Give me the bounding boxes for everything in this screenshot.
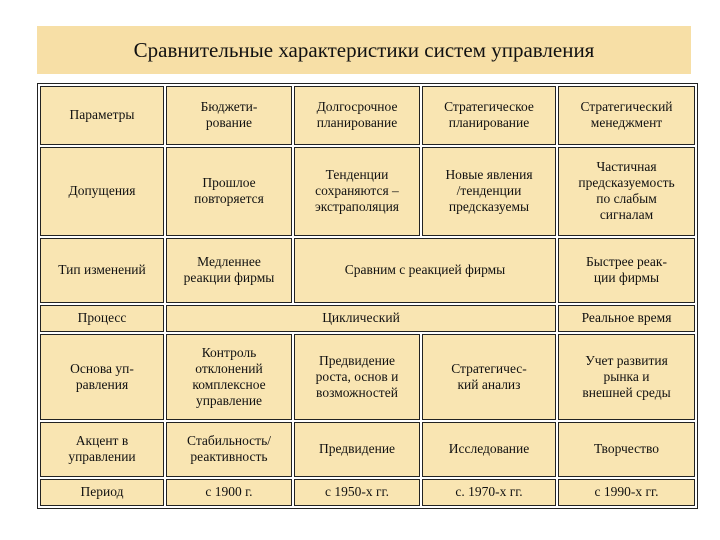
header-strategic-management: Стратегический менеджмент [558,86,695,145]
row-label-period: Период [40,479,164,506]
row-label-basis: Основа уп- равления [40,334,164,420]
cell-basis-budgeting: Контроль отклонений комплексное управление [166,334,292,420]
cell-assumptions-budgeting: Прошлое повторяется [166,147,292,236]
cell-process-cyclic: Циклический [166,305,556,332]
row-label-assumptions: Допущения [40,147,164,236]
header-budgeting: Бюджети- рование [166,86,292,145]
row-label-change-type: Тип изменений [40,238,164,303]
row-label-process: Процесс [40,305,164,332]
cell-period-strategic-planning: с. 1970-х гг. [422,479,556,506]
cell-assumptions-strategic-planning: Новые явления /тенденции предсказуемы [422,147,556,236]
cell-basis-long-term: Предвидение роста, основ и возможностей [294,334,420,420]
table-row-process [40,305,695,332]
cell-change-type-planning: Сравним с реакцией фирмы [294,238,556,303]
cell-change-type-budgeting: Медленнее реакции фирмы [166,238,292,303]
comparison-table [37,83,698,509]
cell-change-type-strategic-management: Быстрее реак- ции фирмы [558,238,695,303]
cell-process-real-time: Реальное время [558,305,695,332]
cell-period-budgeting: с 1900 г. [166,479,292,506]
cell-basis-strategic-planning: Стратегичес- кий анализ [422,334,556,420]
cell-basis-strategic-management: Учет развития рынка и внешней среды [558,334,695,420]
table-row-basis [40,334,695,420]
cell-focus-long-term: Предвидение [294,422,420,477]
cell-focus-strategic-management: Творчество [558,422,695,477]
cell-focus-budgeting: Стабильность/ реактивность [166,422,292,477]
page-title: Сравнительные характеристики систем управления [37,26,691,74]
cell-assumptions-strategic-management: Частичная предсказуемость по слабым сигналам [558,147,695,236]
cell-period-strategic-management: с 1990-х гг. [558,479,695,506]
header-parameters: Параметры [40,86,164,145]
header-strategic-planning: Стратегическое планирование [422,86,556,145]
table-row-focus [40,422,695,477]
table-row-assumptions [40,147,695,236]
cell-period-long-term: с 1950-х гг. [294,479,420,506]
cell-focus-strategic-planning: Исследование [422,422,556,477]
row-label-focus: Акцент в управлении [40,422,164,477]
table-row-change-type [40,238,695,303]
table-row-header [40,86,695,145]
table-row-period [40,479,695,506]
cell-assumptions-long-term: Тенденции сохраняются – экстраполяция [294,147,420,236]
header-long-term-planning: Долгосрочное планирование [294,86,420,145]
